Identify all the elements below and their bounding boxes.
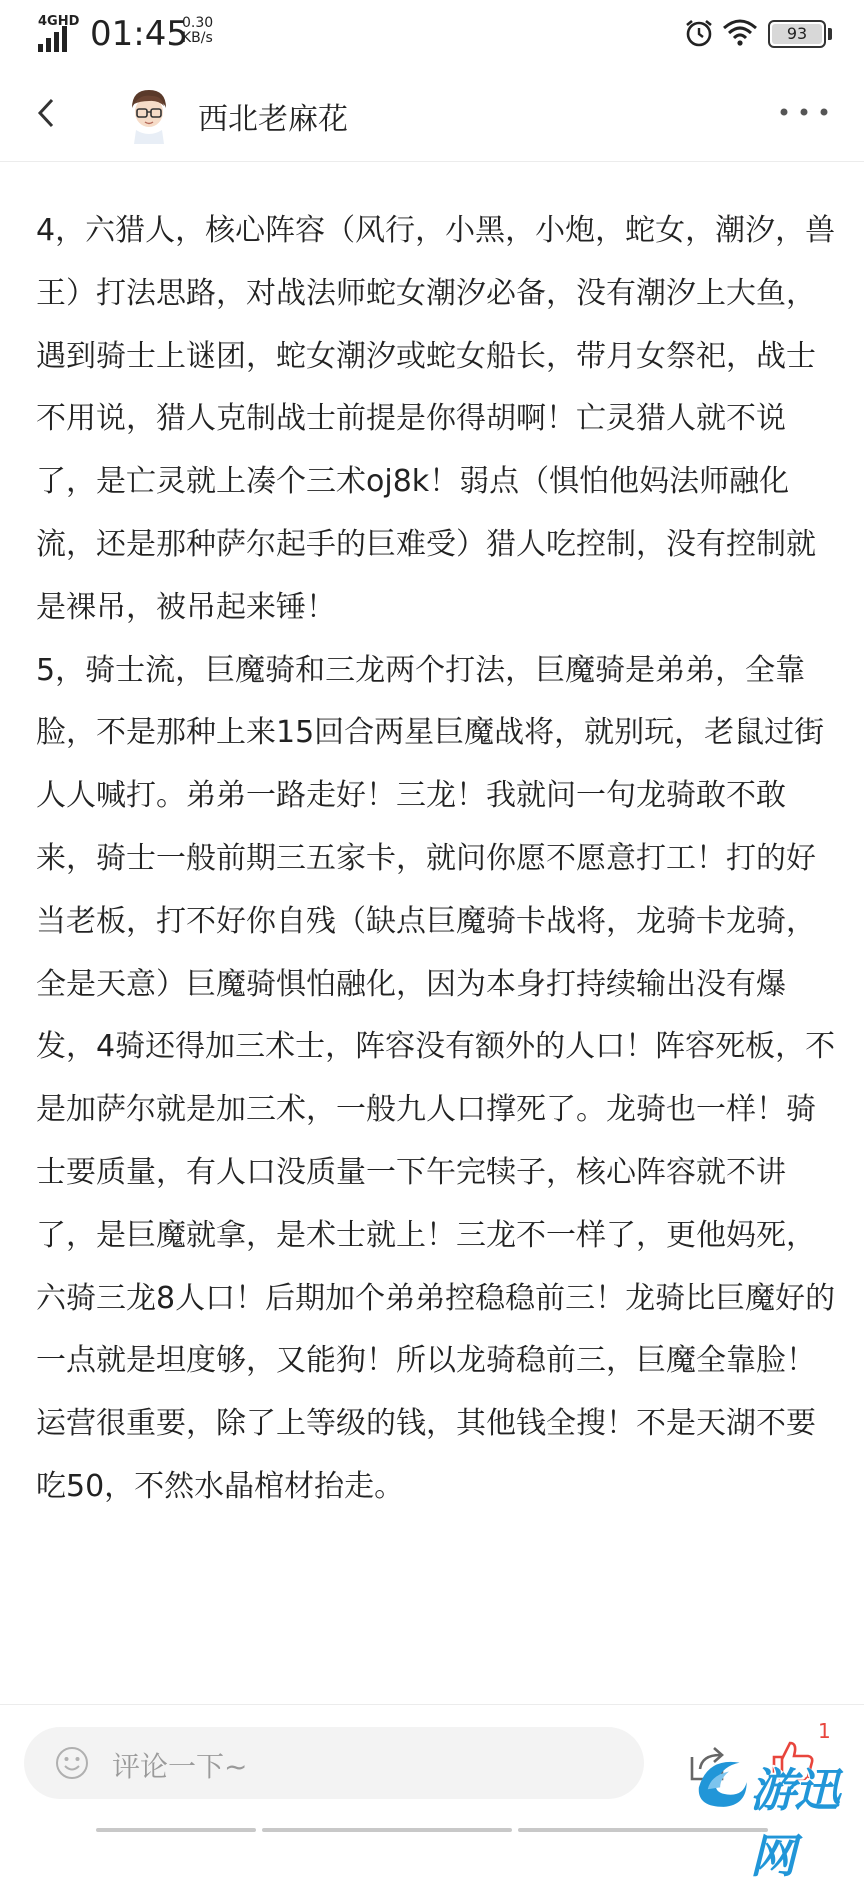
watermark — [688, 1744, 858, 1883]
header — [0, 66, 864, 162]
network-speed — [182, 16, 213, 46]
smiley-icon — [54, 1745, 90, 1781]
wifi-icon — [722, 18, 758, 46]
battery-icon — [768, 20, 826, 48]
battery-level: 93 — [786, 24, 808, 43]
author-name[interactable]: 西北老麻花 — [198, 102, 348, 137]
home-indicator — [96, 1817, 776, 1825]
comment-input[interactable] — [24, 1727, 644, 1799]
avatar[interactable] — [118, 82, 180, 144]
status-bar — [0, 0, 864, 66]
comment-placeholder: 评论一下~ — [112, 1750, 248, 1783]
battery-tip — [828, 28, 832, 40]
alarm-icon — [684, 18, 714, 48]
watermark-logo-icon — [690, 1752, 752, 1814]
network-type: 4GHD — [38, 14, 80, 29]
avatar-image — [118, 82, 180, 144]
network-speed-value: 0.30 — [182, 15, 214, 31]
watermark-text: 游迅网 — [750, 1763, 838, 1883]
more-horizontal-icon[interactable] — [776, 100, 832, 124]
network-speed-unit: KB/s — [182, 30, 213, 46]
article-body — [36, 200, 836, 1519]
article-paragraph: 4，六猎人，核心阵容（风行，小黑，小炮，蛇女，潮汐，兽王）打法思路，对战法师蛇女潮汐必备，没有潮汐上大鱼，遇到骑士上谜团，蛇女潮汐或蛇女船长，带月女祭祀，战士不用说，猎人克制战士前提是你得胡啊！亡灵猎人就不说了，是亡灵就上凑个三术oj8k！弱点（惧怕他妈法师融化流，还是那种萨尔起手的巨难受）猎人吃控制，没有控制就是裸吊，被吊起来锤！ — [36, 213, 836, 625]
like-count: 1 — [818, 1719, 831, 1743]
chevron-left-icon[interactable] — [28, 90, 68, 136]
clock: 01:45 — [90, 14, 188, 54]
article-paragraph: 5，骑士流，巨魔骑和三龙两个打法，巨魔骑是弟弟，全靠脸，不是那种上来15回合两星巨魔战将，就别玩，老鼠过街人人喊打。弟弟一路走好！三龙！我就问一句龙骑敢不敢来，骑士一般前期三五家卡，就问你愿不愿意打工！打的好当老板，打不好你自残（缺点巨魔骑卡战将，龙骑卡龙骑，全是天意）巨魔骑惧怕融化，因为本身打持续输出没有爆发，4骑还得加三术士，阵容没有额外的人口！阵容死板，不是加萨尔就是加三术，一般九人口撑死了。龙骑也一样！骑士要质量，有人口没质量一下午完犊子，核心阵容就不讲了，是巨魔就拿，是术士就上！三龙不一样了，更他妈死，六骑三龙8人口！后期加个弟弟控稳稳前三！龙骑比巨魔好的一点就是坦度够，又能狗！所以龙骑稳前三，巨魔全靠脸！运营很重要，除了上等级的钱，其他钱全搜！不是天湖不要吃50，不然水晶棺材抬走。 — [36, 652, 836, 1504]
